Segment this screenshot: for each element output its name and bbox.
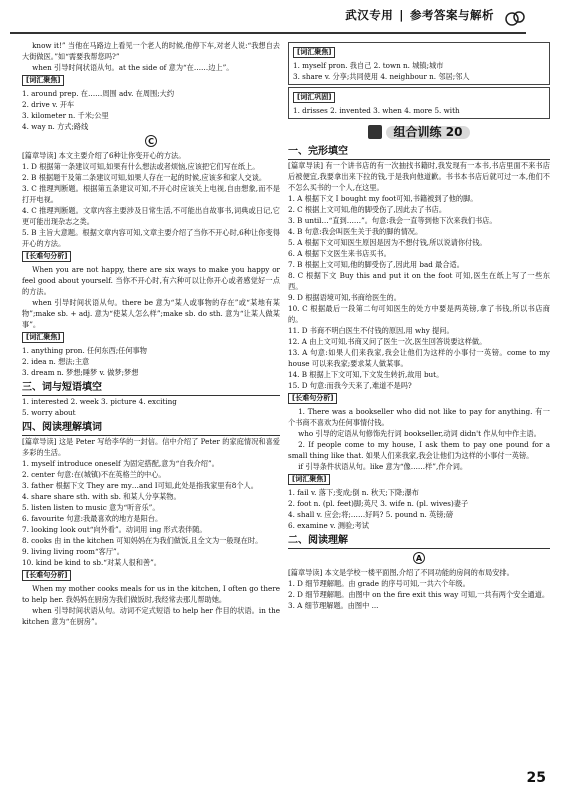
text-line: 2. If people come to my house, I ask them to pay one pound for a small thing like that. 如果人们来我家,我会让他们为这样的小事付一英镑。 xyxy=(288,440,550,460)
vocab-item: 1. anything pron. 任何东西;任何事物 xyxy=(22,346,147,355)
passage-guide: [篇章导读] 本文是学校一楼平面图,介绍了不同功能的房间的布局安排。 xyxy=(288,568,514,577)
left-column xyxy=(22,40,280,780)
answer-item: 1. interested 2. week 3. picture 4. exciting xyxy=(22,397,177,406)
passage-marker xyxy=(288,552,550,564)
answer-item: 1. myself introduce oneself 为固定搭配,意为“自我介绍”。 xyxy=(22,459,219,468)
answer-item: 5. listen listen to music 意为“听音乐”。 xyxy=(22,503,160,512)
passage-marker xyxy=(22,135,280,147)
section-heading: 四、阅读理解填词 xyxy=(22,420,280,436)
passage-guide: [篇章导读] 这是 Peter 写给李华的一封信。信中介绍了 Peter 的家庭情况和喜爱多彩的生活。 xyxy=(22,437,280,457)
answer-item: 5. B 主旨大意题。根据文章内容可知,文章主要介绍了当你不开心时,6种让你变得开心的方法。 xyxy=(22,228,280,248)
vocab-item: 1. around prep. 在……周围 adv. 在周围;大约 xyxy=(22,89,175,98)
page-number: 25 xyxy=(526,770,546,786)
answer-item: 1. D 根据第一条建议可知,如果有什么想法或者烦恼,应该把它们写在纸上。 xyxy=(22,162,260,171)
answer-item: 9. D 根据语境可知,书商给医生的。 xyxy=(288,293,401,302)
answer-item: 6. favourite 句意:我最喜欢的地方是阳台。 xyxy=(22,514,163,523)
group-title-text: 组合训练 20 xyxy=(386,126,471,139)
header-title: 参考答案与解析 xyxy=(410,8,494,22)
vocab-box xyxy=(288,42,550,85)
vocab-item: 2. foot n. (pl. feet)脚;英尺 3. wife n. (pl. wives)妻子 xyxy=(288,499,469,508)
header-text xyxy=(345,10,494,21)
vocab-item: 3. kilometer n. 千米;公里 xyxy=(22,111,109,120)
section-heading: 一、完形填空 xyxy=(288,144,550,160)
group-title xyxy=(288,123,550,141)
answer-item: 3. C 推理判断题。根据第五条建议可知,不开心时应该关上电视,自由想象,而不是打开电视。 xyxy=(22,184,280,204)
right-column xyxy=(288,40,550,780)
answer-item: 2. C 根据上文可知,他的脚受伤了,因此去了书店。 xyxy=(288,205,447,214)
header-brand: 武汉专用 xyxy=(345,8,394,22)
section-tag: [长难句分析] xyxy=(288,393,337,404)
text-line: when 引导时间状语从句。动词不定式短语 to help her 作目的状语。in the kitchen 意为“在厨房”。 xyxy=(22,606,280,626)
answer-item: 9. living living room“客厅”。 xyxy=(22,547,124,556)
answer-item: 10. C 根据最后一段第二句可知医生的处方中要是两英镑,拿了书钱,所以书店商的。 xyxy=(288,304,550,324)
passage-guide: [篇章导读] 本文主要介绍了6种让你变开心的方法。 xyxy=(22,151,186,160)
vocab-item: 4. way n. 方式;路线 xyxy=(22,122,89,131)
text-line: who 引导的定语从句修饰先行词 bookseller,动词 didn't 作从句中作主语。 xyxy=(298,429,541,438)
answer-item: 1. D 细节理解题。由 grade 的序号可知,一共六个年级。 xyxy=(288,579,470,588)
section-tag: [词汇聚焦] xyxy=(22,75,64,86)
vocab-review-box xyxy=(288,87,550,119)
answer-item: 15. D 句意:而我今天来了,难道不是吗? xyxy=(288,381,412,390)
vocab-item: 3. share v. 分享;共同使用 4. neighbour n. 邻居;邻人 xyxy=(293,72,470,81)
answer-item: 3. father 根据下文 They are my…and I可知,此处是指我家里有8个人。 xyxy=(22,481,258,490)
vocab-item: 2. idea n. 想法;主意 xyxy=(22,357,90,366)
text-line: 1. There was a bookseller who did not like to pay for anything. 有一个书商不喜欢为任何事情付钱。 xyxy=(288,407,550,427)
header-separator: | xyxy=(399,8,404,22)
answer-item: 1. A 根据下文 I bought my foot可知,书籍被到了他的脚。 xyxy=(288,194,478,203)
passage-letter: A xyxy=(413,552,425,564)
passage-letter: C xyxy=(145,135,157,147)
answer-item: 13. A 句意:如果人们来我家,我会让他们为这样的小事付一英镑。come to my house 可以来我家;要求某人做某事。 xyxy=(288,348,550,368)
answer-item: 7. B 根据上文可知,他的脚受伤了,因此用 bad 最合适。 xyxy=(288,260,464,269)
answer-item: 2. B 根据题干及第二条建议可知,如果人存在一起的时候,应该多和家人交谈。 xyxy=(22,173,267,182)
text-line: if 引导条件状语从句。like 意为“像……样”,作介词。 xyxy=(298,462,468,471)
answer-item: 11. D 书商不明白医生不付钱的原因,用 why 提问。 xyxy=(288,326,454,335)
header-logo-icon xyxy=(504,10,526,26)
section-tag: [词汇聚焦] xyxy=(288,474,330,485)
answer-item: 3. B until…“直到……”。句意:我会一直等到他下次来我们书店。 xyxy=(288,216,497,225)
vocab-item: 4. shall v. 应会;将;……好吗? 5. pound n. 英镑;磅 xyxy=(288,510,454,519)
section-tag: [词汇聚焦] xyxy=(293,47,335,58)
answer-item: 6. A 根据下文医生来书店买书。 xyxy=(288,249,391,258)
answer-item: 3. A 细节理解题。由图中 ... xyxy=(288,601,379,610)
vocab-item: 2. drive v. 开车 xyxy=(22,100,75,109)
book-icon xyxy=(368,125,382,139)
answer-item: 4. C 推理判断题。文章内容主要涉及日常生活,不可能出自故事书,词典或日记,它更可能出现杂志之类。 xyxy=(22,206,280,226)
section-tag: [词汇巩固] xyxy=(293,92,335,103)
section-heading: 三、词与短语填空 xyxy=(22,380,280,396)
vocab-item: 1. fail v. 落下;变成;倒 n. 秋天;下降;瀑布 xyxy=(288,488,419,497)
section-heading: 二、阅读理解 xyxy=(288,533,550,549)
answer-item: 5. A 根据下文可知医生原因是因为不想付钱,所以说请你付钱。 xyxy=(288,238,487,247)
vocab-item: 1. drisses 2. invented 3. when 4. more 5. with xyxy=(293,106,460,115)
answer-item: 2. D 细节理解题。由图中 on the fire exit this way 可知,一共有两个安全通道。 xyxy=(288,590,550,599)
answer-item: 10. kind be kind to sb.“对某人很和善”。 xyxy=(22,558,161,567)
page-header xyxy=(0,0,566,40)
answer-item: 4. B 句意:我会叫医生关于我的脚的情况。 xyxy=(288,227,423,236)
text-line: when 引导时间状语从句。there be 意为“某人或事物的存在”或“某地有某物”;make sb. + adj. 意为“使某人怎么样”;make sb. do sth. 意为“让某人做某事”。 xyxy=(22,298,280,329)
answer-item: 12. A 由上文可知,书商又问了医生一次,医生回答说要这样做。 xyxy=(288,337,487,346)
answer-item: 8. C 根据下文 Buy this and put it on the foot 可知,医生在纸上写了一些东西。 xyxy=(288,271,550,291)
passage-guide: [篇章导读] 有一个讲书店的有一次抽找书籍时,我发现有一本书,书店里面不来书店后被便宜,我要拿出来下拉的钱,于是我向他道歉。书书本书店后就可过一本,他们不不怎么买书的一个人,在这里。 xyxy=(288,161,550,192)
text-line: When you are not happy, there are six ways to make you happy or feel good about yourself. 当你不开心时,有六种可以让你开心或者感觉好一点的方法。 xyxy=(22,265,280,296)
vocab-item: 3. dream n. 梦想;睡梦 v. 做梦;梦想 xyxy=(22,368,139,377)
answer-item: 7. looking look out“向外看”。动词用 ing 形式表伴随。 xyxy=(22,525,207,534)
answer-item: 2. center 句意:在(城镇)不在英格兰的中心。 xyxy=(22,470,166,479)
header-rule xyxy=(10,32,526,34)
vocab-item: 6. examine v. 测验;考试 xyxy=(288,521,369,530)
text-line: When my mother cooks meals for us in the kitchen, I often go there to help her. 我妈妈在厨房为我们做饭时,我经常去那儿帮助她。 xyxy=(22,584,280,604)
answer-item: 8. cooks 由 in the kitchen 可知妈妈在为我们做饭,且全文为一般现在时。 xyxy=(22,536,263,545)
section-tag: [长难句分析] xyxy=(22,570,71,581)
answer-item: 14. B 根据上下文可知,下文发生转折,故用 but。 xyxy=(288,370,444,379)
vocab-item: 1. myself pron. 我自己 2. town n. 城镇;城市 xyxy=(293,61,444,70)
answer-item: 4. share share sth. with sb. 和某人分享某物。 xyxy=(22,492,181,501)
answer-item: 5. worry about xyxy=(22,408,76,417)
section-tag: [长难句分析] xyxy=(22,251,71,262)
text-line: when 引导时间状语从句。at the side of 意为“在……边上”。 xyxy=(32,63,234,72)
text-line: know it!” 当他在马路边上看见一个老人的时候,他停下车,对老人说:“我想自去大街做医。”如“需要我帮您吗?” xyxy=(22,41,280,61)
section-tag: [词汇聚焦] xyxy=(22,332,64,343)
